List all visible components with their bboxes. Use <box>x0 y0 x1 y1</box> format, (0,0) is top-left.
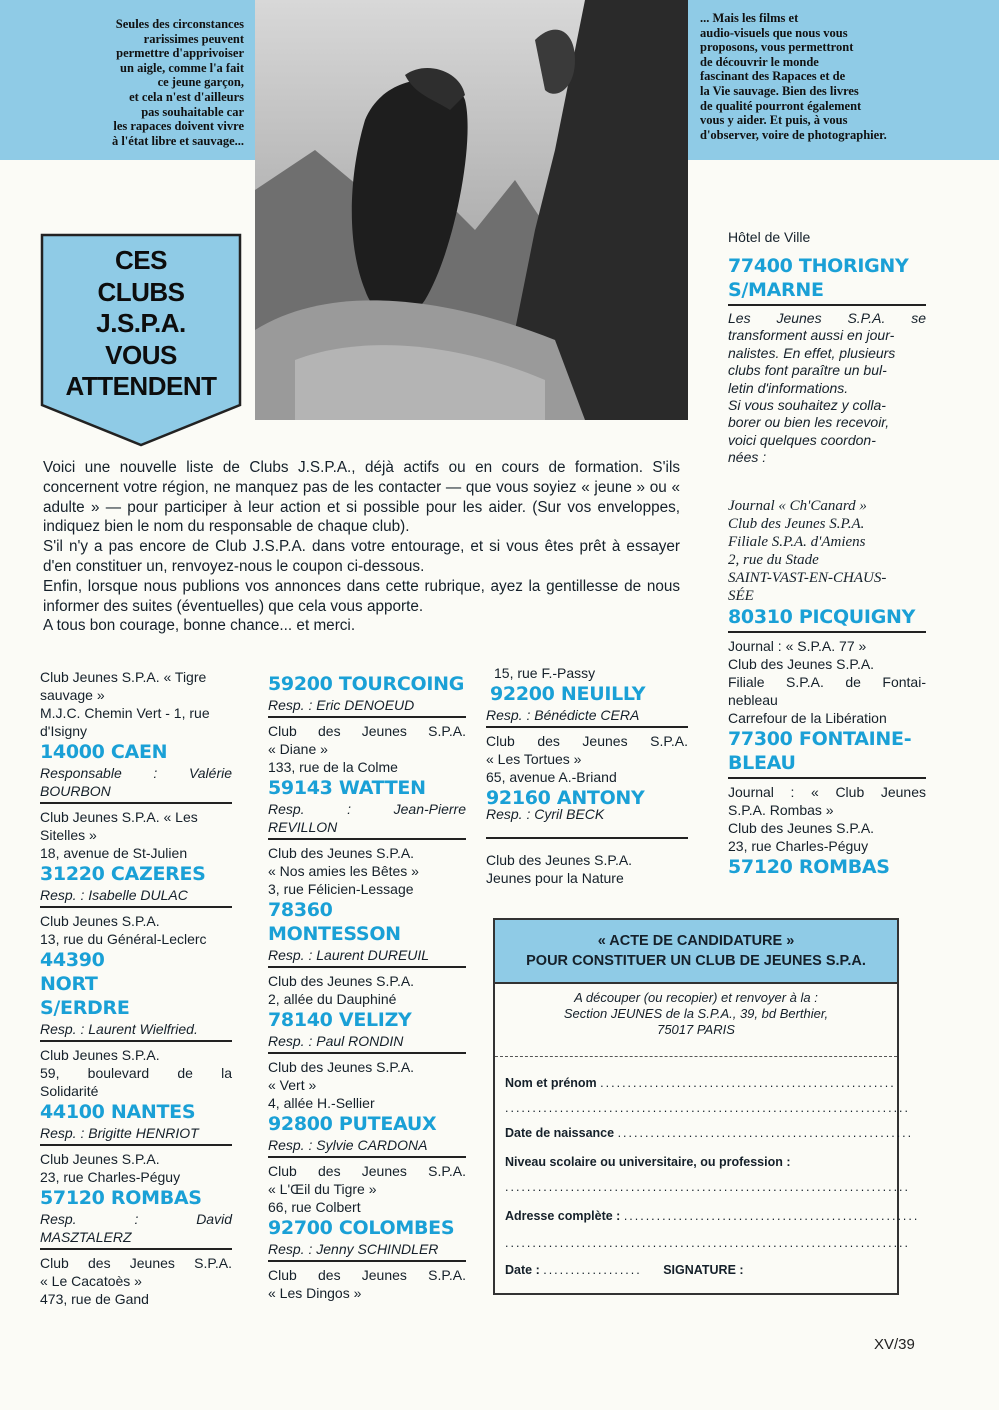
club-city: 59143 WATTEN <box>268 777 426 799</box>
club-city: 44100 NANTES <box>40 1101 196 1123</box>
profession-field[interactable]: Niveau scolaire ou universitaire, ou profession : <box>505 1155 791 1169</box>
profession-field-continued[interactable]: .......................................................................... <box>505 1180 910 1194</box>
name-field-continued[interactable]: .......................................................................... <box>505 1101 910 1115</box>
club-entry: Club Jeunes S.P.A. « Tigre sauvage » M.J.C. Chemin Vert - 1, rue d'Isigny 14000 CAEN Responsable : Valérie BOURBON <box>40 668 232 804</box>
page-number: XV/39 <box>874 1336 915 1353</box>
intro-paragraph: S'il n'y a pas encore de Club J.S.P.A. dans votre entourage, et si vous êtes prêt à essayer d'en constituer un, renvoyez-nous le coupon ci-dessous. <box>43 538 680 575</box>
birthdate-field[interactable]: Date de naissance ...................................................... <box>505 1126 914 1140</box>
banner-line: CLUBS <box>97 276 185 307</box>
club-city: 31220 CAZERES <box>40 863 206 885</box>
journal-spa77: Journal : « S.P.A. 77 » Club des Jeunes S.P.A. Filiale S.P.A. de Fontai- nebleau Carrefour de la Libération <box>728 637 926 726</box>
club-entry: Club Jeunes S.P.A. « Les Sitelles » 18, avenue de St-Julien 31220 CAZERES Resp. : Isabelle DULAC <box>40 808 232 908</box>
club-city: 92160 ANTONY <box>486 787 645 809</box>
club-entry: Club des Jeunes S.P.A. « Les Dingos » <box>268 1267 466 1301</box>
club-entry: Club des Jeunes S.P.A. Jeunes pour la Nature <box>486 852 633 886</box>
journal-canard: Journal « Ch'Canard » Club des Jeunes S.P.A. Filiale S.P.A. d'Amiens 2, rue du Stade SAINT-VAST-EN-CHAUS- SÉE <box>728 497 887 604</box>
club-entry: Club Jeunes S.P.A. 59, boulevard de la Solidarité 44100 NANTES Resp. : Brigitte HENRIOT <box>40 1046 232 1146</box>
club-city: 77400 THORIGNY S/MARNE <box>728 255 909 301</box>
club-entry: Club Jeunes S.P.A. 23, rue Charles-Péguy 57120 ROMBAS Resp. : David MASZTALERZ <box>40 1150 232 1250</box>
club-city: 92700 COLOMBES <box>268 1217 455 1239</box>
club-entry: 15, rue F.-Passy 92200 NEUILLY Resp. : Bénédicte CERA <box>486 664 688 728</box>
club-entry: Club des Jeunes S.P.A. « Les Tortues » 65, avenue A.-Briand 92160 ANTONY Resp. : Cyril BECK <box>486 732 688 839</box>
address-field-continued[interactable]: .......................................................................... <box>505 1236 910 1250</box>
banner-line: CES <box>115 245 167 275</box>
intro-text <box>43 458 680 636</box>
caption-right: ... Mais les films et audio-visuels que nous vous proposons, vous permettront de découvrir le monde fascinant des Rapaces et de la Vie sauvage. Bien des livres de qualité pourront également vous y aider. Et puis, à vous d'observer, voire de photographier. <box>700 11 887 142</box>
intro-paragraph: Enfin, lorsque nous publions vos annonces dans cette rubrique, ayez la gentillesse de nous informer des suites (éventuelles) que cela vous apporte. <box>43 577 680 615</box>
intro-paragraph: Voici une nouvelle liste de Clubs J.S.P.A., déjà actifs ou en cours de formation. S'ils concernent votre région, ne manquez pas de les contacter — que vous soyiez « jeune » ou « adulte » — pour participer à leur action et si possible pour les aider. (Sur vos enveloppes, indiquez bien le nom du responsable de chaque club). <box>43 459 680 536</box>
eagle-boy-image <box>255 0 688 420</box>
club-city: 78140 VELIZY <box>268 1009 412 1031</box>
club-entry <box>728 254 926 306</box>
caption-left: Seules des circonstances rarissimes peuvent permettre d'apprivoiser un aigle, comme l'a fait ce jeune garçon, et cela n'est d'ailleurs pas souhaitable car les rapaces doivent vivre à l'état libre et sauvage... <box>111 17 244 148</box>
clubs-banner <box>40 233 242 447</box>
application-form <box>493 984 920 1295</box>
form-instructions: A découper (ou recopier) et renvoyer à la : Section JEUNES de la S.P.A., 39, bd Berthier, 75017 PARIS <box>563 990 829 1037</box>
club-column-1 <box>40 668 232 1308</box>
club-column-2 <box>268 672 466 1302</box>
club-city: 80310 PICQUIGNY <box>728 605 916 628</box>
banner-line: J.S.P.A. <box>96 308 186 338</box>
club-entry <box>728 727 926 779</box>
eagle-photo <box>255 0 688 420</box>
club-column-3 <box>486 664 688 887</box>
address-field[interactable]: Adresse complète : ...................................................... <box>505 1209 920 1223</box>
form-subtitle: POUR CONSTITUER UN CLUB DE JEUNES S.P.A. <box>526 953 866 969</box>
club-entry <box>728 605 926 633</box>
club-city: 57120 ROMBAS <box>40 1187 202 1209</box>
club-entry: Club des Jeunes S.P.A. « Nos amies les Bêtes » 3, rue Félicien-Lessage 78360 MONTESSON Resp. : Laurent DUREUIL <box>268 844 466 968</box>
club-city: 57120 ROMBAS <box>728 855 890 878</box>
club-city: 78360 MONTESSON <box>268 899 401 945</box>
club-entry: Club des Jeunes S.P.A. « Le Cacatoès » 473, rue de Gand <box>40 1255 232 1307</box>
form-title: « ACTE DE CANDIDATURE » <box>597 933 795 949</box>
club-entry: Club des Jeunes S.P.A. « Diane » 133, rue de la Colme 59143 WATTEN Resp. : Jean-Pierre REVILLON <box>268 722 466 840</box>
club-city: 92200 NEUILLY <box>490 683 646 705</box>
banner-line: ATTENDENT <box>65 371 217 401</box>
application-form-header <box>493 918 899 984</box>
date-signature-field[interactable]: Date : .................. SIGNATURE : <box>505 1263 744 1277</box>
journal-text: Les Jeunes S.P.A. se transforment aussi en jour- nalistes. En effet, plusieurs clubs font paraître un bul- letin d'informations. Si vous souhaitez y colla- borer ou bien les recevoir, voici quelques coordon- nées : <box>728 310 926 466</box>
club-entry: Club des Jeunes S.P.A. 2, allée du Dauphiné 78140 VELIZY Resp. : Paul RONDIN <box>268 972 466 1054</box>
club-city: 92800 PUTEAUX <box>268 1113 437 1135</box>
name-field[interactable]: Nom et prénom ...................................................... <box>505 1076 896 1090</box>
banner-line: VOUS <box>105 339 177 370</box>
club-city: 14000 CAEN <box>40 741 168 763</box>
club-entry: Club Jeunes S.P.A. 13, rue du Général-Leclerc 44390 NORT S/ERDRE Resp. : Laurent Wielfried. <box>40 912 232 1042</box>
club-city: 44390 NORT S/ERDRE <box>40 949 130 1019</box>
club-city: 59200 TOURCOING <box>268 673 465 695</box>
intro-paragraph: A tous bon courage, bonne chance... et merci. <box>43 617 356 635</box>
club-entry: Club des Jeunes S.P.A. « Vert » 4, allée H.-Sellier 92800 PUTEAUX Resp. : Sylvie CARDONA <box>268 1058 466 1158</box>
club-entry: Club des Jeunes S.P.A. « L'Œil du Tigre » 66, rue Colbert 92700 COLOMBES Resp. : Jenny SCHINDLER <box>268 1162 466 1262</box>
club-city: 77300 FONTAINE-BLEAU <box>728 727 912 774</box>
club-column-4: Hôtel de Ville 77400 THORIGNY S/MARNE Les Jeunes S.P.A. se transforment aussi en jour- nalistes. En effet, plusieurs clubs font paraître un bul- letin d'informations. Si vous souhaitez y colla- borer ou bien les recevoir, voici quelques coordon- nées : Journal « Ch'Canard » Club des Jeunes S.P.A. Filiale S.P.A. d'Amiens 2, rue du Stade SAINT-VAST-EN-CHAUS- SÉE 80310 PICQUIGNY Journal : « S.P.A. 77 » Club des Jeunes S.P.A. Filiale S.P.A. de Fontai- nebleau Carrefour de la Libération 77300 FONTAINE-BLEAU Journal : « Club Jeunes S.P.A. Rombas » Club des Jeunes S.P.A. 23, rue Charles-Péguy 57120 ROMBAS <box>728 229 926 878</box>
club-entry: 59200 TOURCOING Resp. : Eric DENOEUD <box>268 672 466 718</box>
journal-rombas: Journal : « Club Jeunes S.P.A. Rombas » Club des Jeunes S.P.A. 23, rue Charles-Péguy 57120 ROMBAS <box>728 783 926 878</box>
